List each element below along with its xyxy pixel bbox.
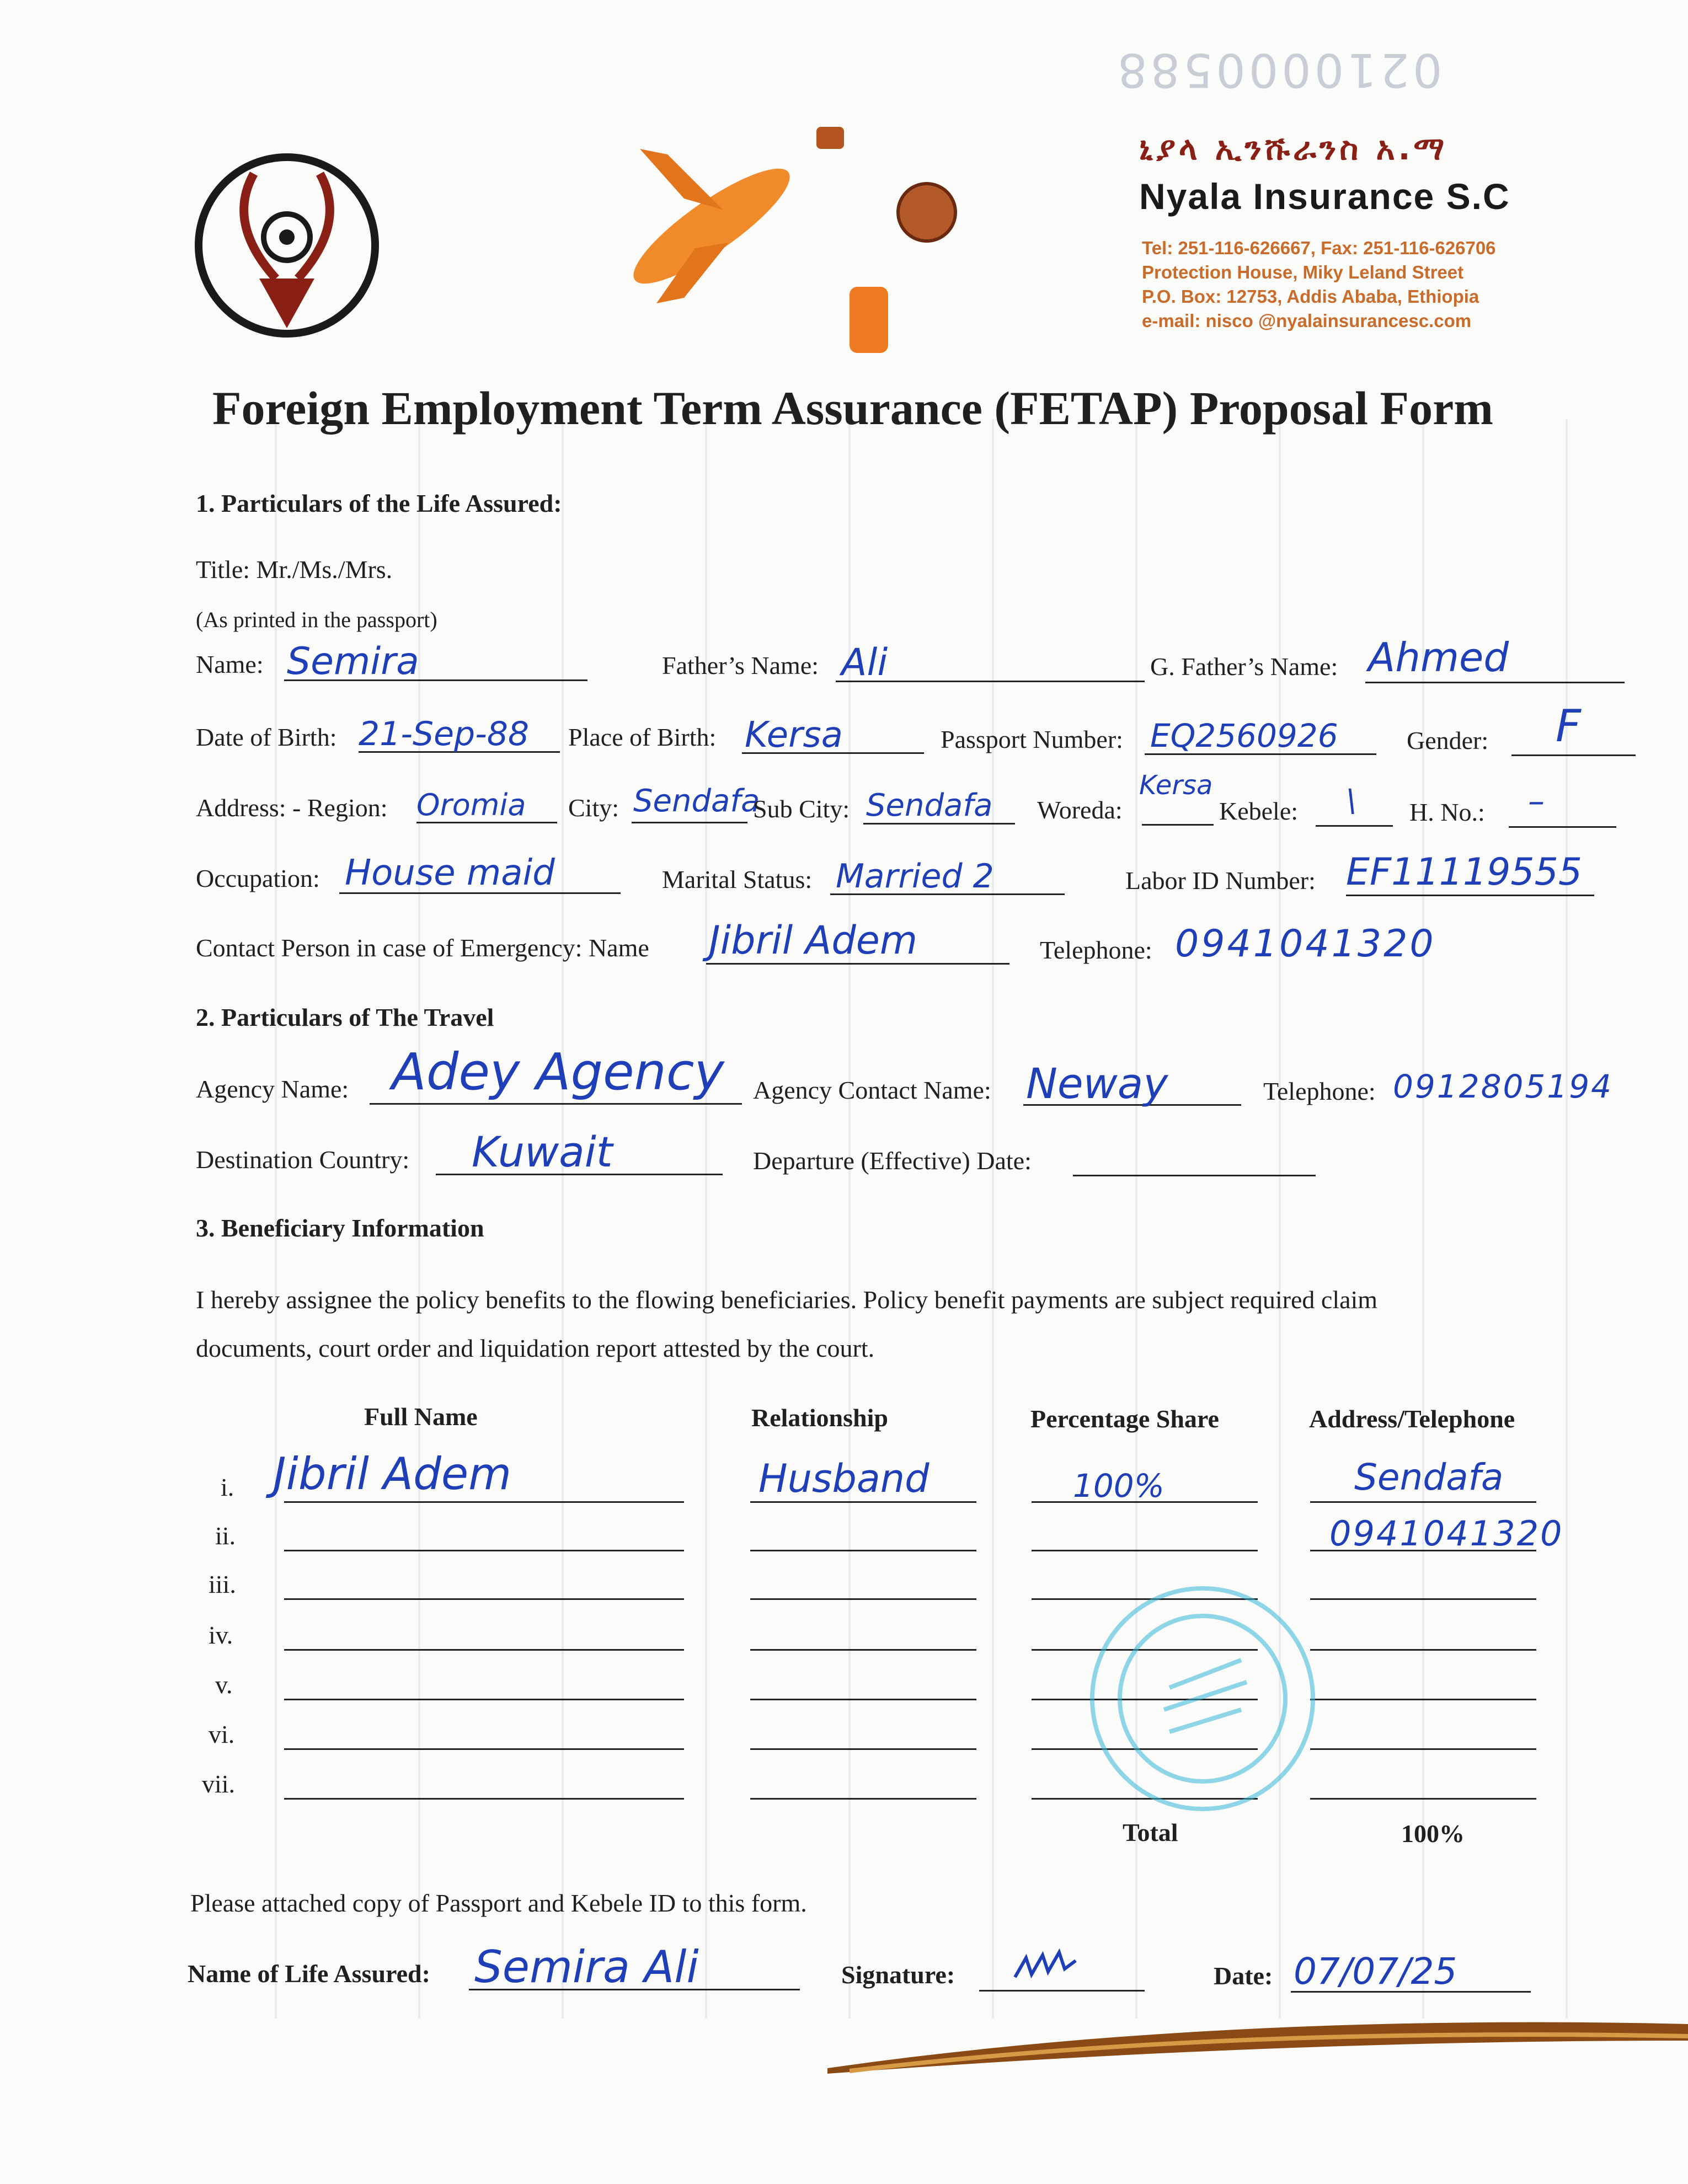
emergency-contact-line[interactable] xyxy=(706,963,1009,965)
company-name: Nyala Insurance S.C xyxy=(1139,176,1510,217)
share-line[interactable] xyxy=(1032,1550,1258,1551)
kebele-value: \ xyxy=(1346,783,1356,819)
row-number: vii. xyxy=(202,1770,236,1798)
beneficiary-paragraph-line-2: documents, court order and liquidation report attested by the court. xyxy=(196,1334,875,1362)
row-number: ii. xyxy=(215,1522,236,1550)
signature-line[interactable] xyxy=(979,1990,1145,1992)
labor-id-line[interactable] xyxy=(1346,895,1594,896)
total-label: Total xyxy=(1123,1818,1178,1846)
form-title: Foreign Employment Term Assurance (FETAP) Proposal Form xyxy=(212,382,1493,435)
agency-name-value: Adey Agency xyxy=(392,1042,724,1101)
gender-label: Gender: xyxy=(1407,726,1489,754)
life-assured-label: Name of Life Assured: xyxy=(188,1960,430,1988)
column-header-percentage-share: Percentage Share xyxy=(1030,1405,1219,1433)
name-value: Semira xyxy=(287,640,419,683)
full-name-line[interactable] xyxy=(284,1501,684,1503)
total-value: 100% xyxy=(1401,1819,1465,1848)
section-2-heading: 2. Particulars of The Travel xyxy=(196,1003,494,1031)
subcity-value: Sendafa xyxy=(866,788,993,823)
relationship-line[interactable] xyxy=(750,1748,976,1750)
occupation-label: Occupation: xyxy=(196,864,320,892)
column-header-relationship: Relationship xyxy=(751,1404,888,1432)
relationship-line[interactable] xyxy=(750,1649,976,1651)
emergency-telephone-value: 0941041320 xyxy=(1175,922,1436,966)
destination-country-label: Destination Country: xyxy=(196,1145,410,1174)
beneficiary-paragraph-line-1: I hereby assignee the policy benefits to the flowing beneficiaries. Policy benefit payments are subject required claim xyxy=(196,1286,1378,1314)
airplane-travel-illustration xyxy=(574,116,971,370)
date-value: 07/07/25 xyxy=(1294,1950,1457,1993)
region-label: Address: - Region: xyxy=(196,794,388,822)
passport-note: (As printed in the passport) xyxy=(196,607,437,632)
full-name-line[interactable] xyxy=(284,1748,684,1750)
relationship-line[interactable] xyxy=(750,1501,976,1503)
agency-name-label: Agency Name: xyxy=(196,1075,349,1103)
agency-contact-value: Neway xyxy=(1026,1059,1168,1108)
pob-label: Place of Birth: xyxy=(568,723,717,751)
gender-value: F xyxy=(1556,700,1582,752)
city-line[interactable] xyxy=(632,822,747,823)
relationship-line[interactable] xyxy=(750,1699,976,1700)
row-number: i. xyxy=(221,1473,234,1501)
life-assured-value: Semira Ali xyxy=(474,1941,699,1993)
relationship-line[interactable] xyxy=(750,1550,976,1551)
gfather-name-line[interactable] xyxy=(1365,682,1625,683)
row-number: iv. xyxy=(209,1621,233,1649)
agency-name-line[interactable] xyxy=(370,1103,742,1105)
title-label: Title: Mr./Ms./Mrs. xyxy=(196,555,393,584)
agency-contact-label: Agency Contact Name: xyxy=(753,1076,991,1104)
attach-documents-note: Please attached copy of Passport and Kebele ID to this form. xyxy=(190,1889,807,1917)
dob-label: Date of Birth: xyxy=(196,723,337,751)
signature-scribble xyxy=(1012,1947,1078,1985)
destination-country-value: Kuwait xyxy=(472,1127,613,1176)
full-name-line[interactable] xyxy=(284,1550,684,1551)
subcity-label: Sub City: xyxy=(753,795,850,823)
company-tel-fax: Tel: 251-116-626667, Fax: 251-116-626706 xyxy=(1142,238,1496,258)
full-name-line[interactable] xyxy=(284,1699,684,1700)
departure-date-line[interactable] xyxy=(1073,1175,1316,1176)
relationship-line[interactable] xyxy=(750,1798,976,1800)
departure-date-label: Departure (Effective) Date: xyxy=(753,1147,1032,1175)
gfather-name-value: Ahmed xyxy=(1368,634,1509,681)
full-name-line[interactable] xyxy=(284,1598,684,1600)
beneficiary-share: 100% xyxy=(1073,1467,1164,1505)
row-number: v. xyxy=(215,1671,233,1699)
marital-status-value: Married 2 xyxy=(836,857,994,896)
decorative-swoosh xyxy=(827,2002,1688,2090)
full-name-line[interactable] xyxy=(284,1649,684,1651)
father-name-value: Ali xyxy=(841,641,888,684)
woreda-value: Kersa xyxy=(1139,770,1213,801)
name-label: Name: xyxy=(196,650,264,678)
emergency-contact-value: Jibril Adem xyxy=(709,918,918,963)
gfather-name-label: G. Father’s Name: xyxy=(1150,652,1338,681)
company-address: Protection House, Miky Leland Street xyxy=(1142,262,1464,282)
beneficiary-full-name: Jibril Adem xyxy=(273,1448,512,1500)
labor-id-value: EF11119555 xyxy=(1346,850,1583,894)
company-email: e-mail: nisco @nyalainsurancesc.com xyxy=(1142,311,1472,331)
emergency-contact-label: Contact Person in case of Emergency: Name xyxy=(196,934,649,962)
gender-line[interactable] xyxy=(1511,754,1636,756)
occupation-value: House maid xyxy=(345,853,555,893)
top-handwritten-number: 0210000588 xyxy=(1114,43,1443,97)
column-header-full-name: Full Name xyxy=(364,1403,478,1431)
kebele-label: Kebele: xyxy=(1219,797,1299,825)
emergency-telephone-label: Telephone: xyxy=(1040,936,1152,964)
pob-value: Kersa xyxy=(745,715,843,756)
row-number: vi. xyxy=(209,1720,235,1748)
company-name-amharic: ኒያላ ኢንሹራንስ አ.ማ xyxy=(1139,130,1448,167)
address-line[interactable] xyxy=(1310,1501,1536,1503)
passport-number-value: EQ2560926 xyxy=(1150,717,1338,754)
beneficiary-address: 0941041320 xyxy=(1329,1513,1564,1554)
labor-id-label: Labor ID Number: xyxy=(1125,866,1316,895)
full-name-line[interactable] xyxy=(284,1798,684,1800)
house-number-value: – xyxy=(1528,782,1545,821)
father-name-label: Father’s Name: xyxy=(662,651,819,679)
relationship-line[interactable] xyxy=(750,1598,976,1600)
woreda-label: Woreda: xyxy=(1037,796,1123,824)
city-value: Sendafa xyxy=(633,783,760,819)
company-po-box: P.O. Box: 12753, Addis Ababa, Ethiopia xyxy=(1142,286,1479,307)
passport-number-label: Passport Number: xyxy=(941,725,1123,753)
kebele-line[interactable] xyxy=(1316,825,1393,827)
section-1-heading: 1. Particulars of the Life Assured: xyxy=(196,489,562,517)
date-label: Date: xyxy=(1214,1962,1273,1990)
beneficiary-relationship: Husband xyxy=(758,1456,930,1501)
company-stamp xyxy=(1059,1577,1346,1820)
marital-status-label: Marital Status: xyxy=(662,865,813,893)
region-value: Oromia xyxy=(416,788,526,822)
house-number-label: H. No.: xyxy=(1409,798,1485,826)
woreda-line[interactable] xyxy=(1142,824,1214,826)
beneficiary-address: Sendafa xyxy=(1354,1456,1504,1498)
agency-telephone-value: 0912805194 xyxy=(1393,1068,1614,1105)
house-number-line[interactable] xyxy=(1509,826,1616,828)
row-number: iii. xyxy=(209,1570,236,1598)
column-header-address-telephone: Address/Telephone xyxy=(1309,1405,1515,1433)
section-3-heading: 3. Beneficiary Information xyxy=(196,1214,484,1242)
nyala-antelope-logo xyxy=(193,141,381,350)
signature-label: Signature: xyxy=(841,1961,955,1989)
agency-telephone-label: Telephone: xyxy=(1263,1077,1376,1105)
city-label: City: xyxy=(568,794,619,822)
dob-value: 21-Sep-88 xyxy=(359,715,530,753)
